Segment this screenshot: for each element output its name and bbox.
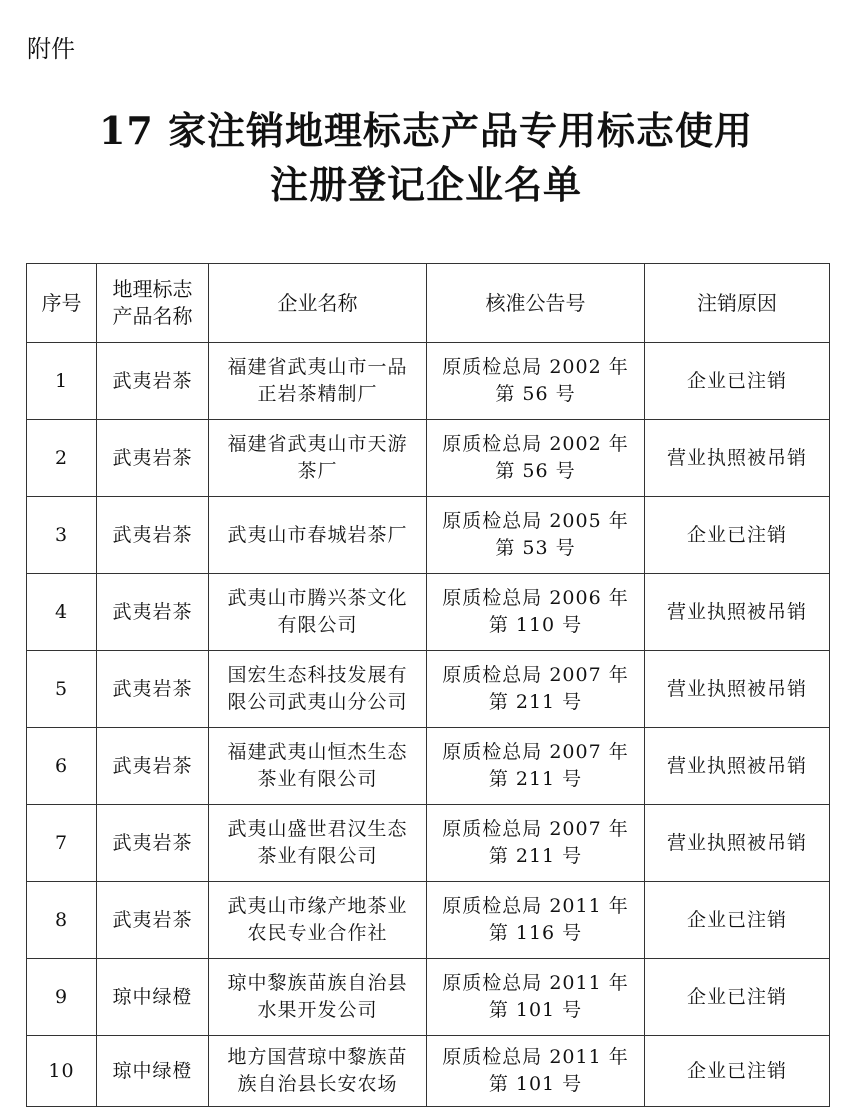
header-product-line-1: 地理标志	[112, 277, 193, 301]
row-product: 武夷岩茶	[97, 882, 209, 959]
row-company-line-1: 武夷山市腾兴茶文化	[227, 587, 408, 609]
header-notice: 核准公告号	[427, 264, 645, 343]
header-reason: 注销原因	[645, 264, 830, 343]
row-notice	[427, 1036, 645, 1107]
row-company-line-1: 福建省武夷山市天游	[227, 433, 408, 455]
row-index: 10	[27, 1036, 97, 1107]
row-notice-line-2: 第 101 号	[488, 999, 583, 1021]
row-company	[209, 1036, 427, 1107]
row-company	[209, 651, 427, 728]
row-reason: 营业执照被吊销	[645, 805, 830, 882]
row-product: 武夷岩茶	[97, 651, 209, 728]
row-reason: 企业已注销	[645, 497, 830, 574]
row-notice-line-2: 第 53 号	[495, 537, 576, 559]
row-company-line-1: 福建武夷山恒杰生态	[227, 741, 408, 763]
table-body	[27, 343, 830, 1107]
row-notice	[427, 882, 645, 959]
row-reason: 企业已注销	[645, 1036, 830, 1107]
table-row	[27, 574, 830, 651]
row-company-line-2: 农民专业合作社	[247, 922, 388, 944]
row-notice-line-1: 原质检总局 2007 年	[442, 664, 629, 686]
row-notice-line-2: 第 110 号	[488, 614, 583, 636]
row-reason: 企业已注销	[645, 882, 830, 959]
row-reason: 营业执照被吊销	[645, 728, 830, 805]
table-row	[27, 882, 830, 959]
row-company-line-2: 族自治县长安农场	[237, 1073, 398, 1095]
row-company-line-2: 茶业有限公司	[257, 768, 378, 790]
row-index: 4	[27, 574, 97, 651]
row-notice-line-2: 第 211 号	[488, 845, 583, 867]
row-reason: 营业执照被吊销	[645, 574, 830, 651]
row-company-line-2: 茶厂	[297, 460, 338, 482]
row-product: 武夷岩茶	[97, 574, 209, 651]
header-row	[27, 264, 830, 343]
row-notice	[427, 574, 645, 651]
row-notice	[427, 497, 645, 574]
row-reason: 企业已注销	[645, 343, 830, 420]
row-company	[209, 959, 427, 1036]
row-company	[209, 343, 427, 420]
row-company-line-2: 有限公司	[277, 614, 358, 636]
row-notice-line-2: 第 56 号	[495, 383, 576, 405]
header-product	[97, 264, 209, 343]
row-notice	[427, 651, 645, 728]
row-company	[209, 882, 427, 959]
row-company	[209, 728, 427, 805]
row-company-line-1: 武夷山盛世君汉生态	[227, 818, 408, 840]
row-notice-line-2: 第 101 号	[488, 1073, 583, 1095]
row-company-line-1: 武夷山市春城岩茶厂	[227, 523, 408, 546]
row-notice	[427, 728, 645, 805]
header-company: 企业名称	[209, 264, 427, 343]
row-company-line-1: 琼中黎族苗族自治县	[227, 972, 408, 994]
table-row	[27, 959, 830, 1036]
row-product: 琼中绿橙	[97, 1036, 209, 1107]
header-index: 序号	[27, 264, 97, 343]
row-product: 武夷岩茶	[97, 420, 209, 497]
row-company-line-2: 限公司武夷山分公司	[227, 691, 408, 713]
row-product: 武夷岩茶	[97, 343, 209, 420]
title-line-1: 17 家注销地理标志产品专用标志使用	[98, 108, 754, 153]
table-header	[27, 264, 830, 343]
row-notice	[427, 805, 645, 882]
row-index: 6	[27, 728, 97, 805]
row-product: 武夷岩茶	[97, 497, 209, 574]
title-line-2: 注册登记企业名单	[269, 162, 582, 207]
row-notice-line-1: 原质检总局 2007 年	[442, 818, 629, 840]
row-company	[209, 805, 427, 882]
row-index: 7	[27, 805, 97, 882]
table-row	[27, 420, 830, 497]
row-notice-line-2: 第 211 号	[488, 691, 583, 713]
row-notice-line-2: 第 116 号	[488, 922, 583, 944]
document-title	[0, 104, 852, 212]
row-index: 9	[27, 959, 97, 1036]
row-company	[209, 497, 427, 574]
row-reason: 营业执照被吊销	[645, 420, 830, 497]
row-index: 5	[27, 651, 97, 728]
row-notice-line-1: 原质检总局 2002 年	[442, 356, 629, 378]
row-company	[209, 420, 427, 497]
row-company-line-1: 国宏生态科技发展有	[227, 664, 408, 686]
row-reason: 营业执照被吊销	[645, 651, 830, 728]
row-notice-line-1: 原质检总局 2011 年	[442, 972, 629, 994]
row-notice-line-2: 第 211 号	[488, 768, 583, 790]
row-reason: 企业已注销	[645, 959, 830, 1036]
row-product: 武夷岩茶	[97, 805, 209, 882]
row-company-line-1: 地方国营琼中黎族苗	[227, 1046, 408, 1068]
row-index: 8	[27, 882, 97, 959]
row-notice-line-1: 原质检总局 2011 年	[442, 1046, 629, 1068]
row-company-line-2: 茶业有限公司	[257, 845, 378, 867]
row-notice-line-1: 原质检总局 2007 年	[442, 741, 629, 763]
row-product: 武夷岩茶	[97, 728, 209, 805]
row-index: 2	[27, 420, 97, 497]
row-company-line-2: 正岩茶精制厂	[257, 383, 378, 405]
row-product: 琼中绿橙	[97, 959, 209, 1036]
row-company-line-1: 武夷山市缘产地茶业	[227, 895, 408, 917]
header-product-line-2: 产品名称	[112, 304, 193, 328]
row-company	[209, 574, 427, 651]
row-notice-line-1: 原质检总局 2002 年	[442, 433, 629, 455]
row-notice	[427, 959, 645, 1036]
row-index: 3	[27, 497, 97, 574]
table-row	[27, 497, 830, 574]
row-notice-line-1: 原质检总局 2005 年	[442, 510, 629, 532]
row-notice-line-1: 原质检总局 2006 年	[442, 587, 629, 609]
row-company-line-1: 福建省武夷山市一品	[227, 356, 408, 378]
table-row	[27, 805, 830, 882]
table-row	[27, 651, 830, 728]
attachment-label: 附件	[27, 35, 75, 63]
row-notice	[427, 343, 645, 420]
table-row	[27, 1036, 830, 1107]
row-index: 1	[27, 343, 97, 420]
table-row	[27, 728, 830, 805]
table-row	[27, 343, 830, 420]
row-notice	[427, 420, 645, 497]
row-notice-line-2: 第 56 号	[495, 460, 576, 482]
row-notice-line-1: 原质检总局 2011 年	[442, 895, 629, 917]
row-company-line-2: 水果开发公司	[257, 999, 378, 1021]
enterprise-table	[26, 263, 830, 1107]
